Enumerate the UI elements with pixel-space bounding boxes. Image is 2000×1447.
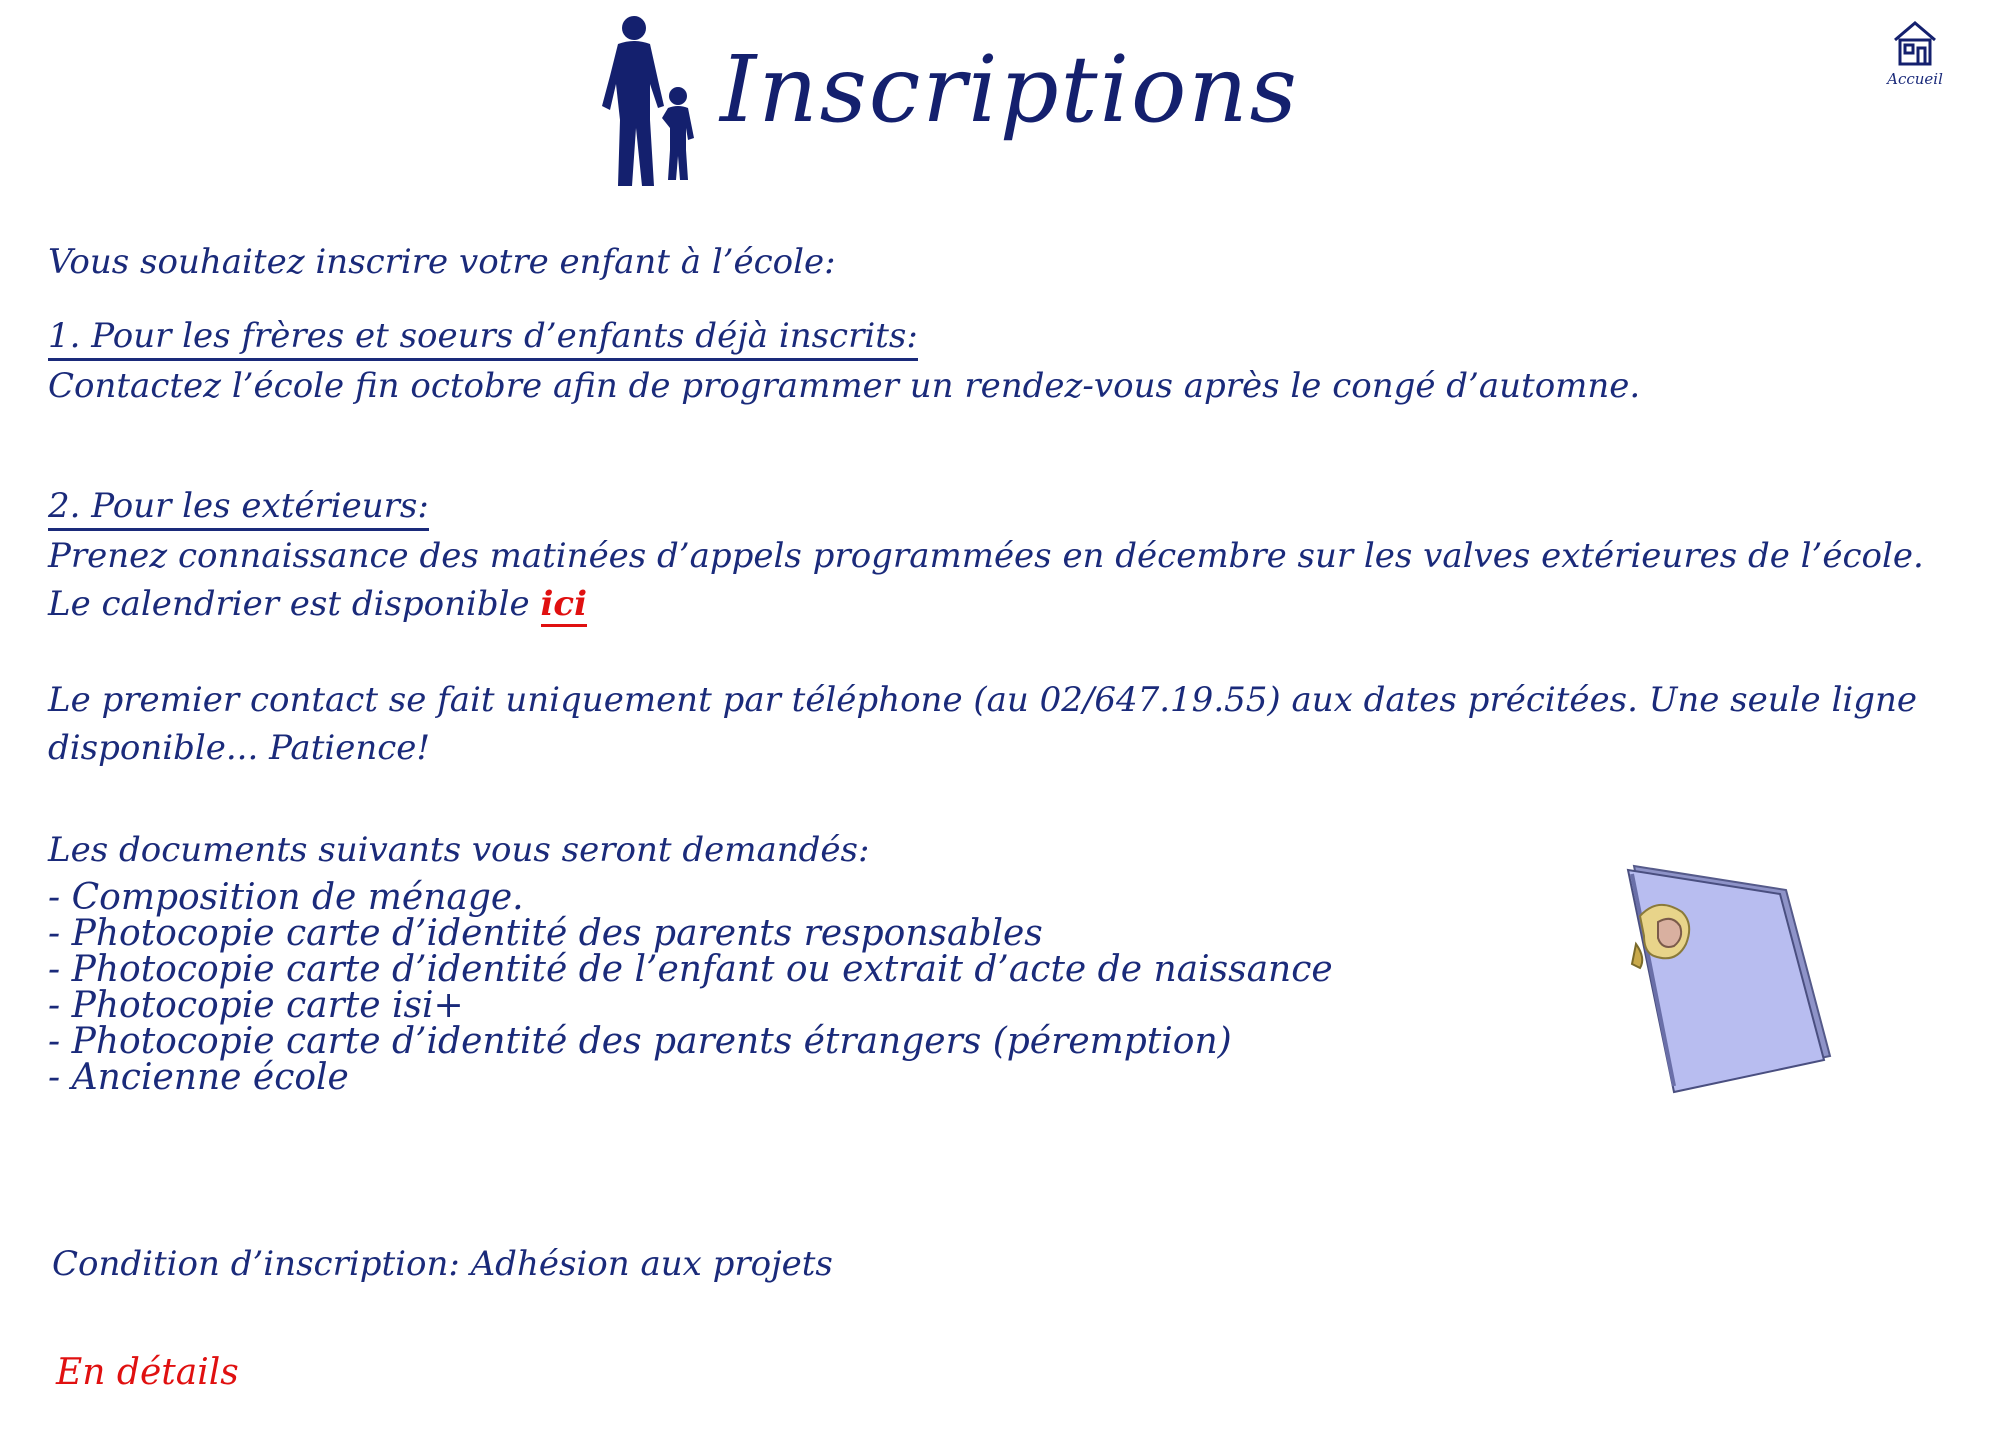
condition-text: Condition d’inscription: Adhésion aux projets bbox=[52, 1244, 833, 1284]
list-item: - Ancienne école bbox=[48, 1057, 349, 1098]
list-item: - Photocopie carte d’identité des parents étrangers (péremption) bbox=[48, 1021, 1232, 1062]
section2-text bbox=[48, 532, 1928, 628]
list-item: - Photocopie carte d’identité de l’enfant ou extrait d’acte de naissance bbox=[48, 949, 1333, 990]
details-link[interactable]: En détails bbox=[56, 1352, 239, 1393]
section2-body: Prenez connaissance des matinées d’appels programmées en décembre sur les valves extérieures de l’école. Le calendrier est disponible bbox=[48, 536, 1924, 624]
section2-heading-text: 2. Pour les extérieurs: bbox=[48, 486, 429, 531]
intro-text: Vous souhaitez inscrire votre enfant à l’école: bbox=[48, 242, 836, 282]
home-icon bbox=[1891, 18, 1939, 68]
notebook-icon bbox=[1610, 860, 1840, 1110]
parent-child-silhouette-icon bbox=[592, 10, 708, 190]
list-item: - Composition de ménage. bbox=[48, 877, 524, 918]
section1-heading bbox=[48, 312, 918, 360]
documents-heading: Les documents suivants vous seront demandés: bbox=[48, 830, 870, 870]
list-item: - Photocopie carte isi+ bbox=[48, 985, 464, 1026]
calendar-link[interactable]: ici bbox=[541, 584, 588, 627]
documents-list bbox=[48, 877, 1333, 1098]
section1-heading-text: 1. Pour les frères et soeurs d’enfants déjà inscrits: bbox=[48, 316, 918, 361]
list-item: - Photocopie carte d’identité des parents responsables bbox=[48, 913, 1043, 954]
contact-text: Le premier contact se fait uniquement par téléphone (au 02/647.19.55) aux dates précitées. Une seule ligne disponible... Patience! bbox=[48, 680, 1917, 768]
home-link[interactable] bbox=[1870, 18, 1960, 98]
section1-text: Contactez l’école fin octobre afin de programmer un rendez-vous après le congé d’automne. bbox=[48, 366, 1641, 406]
section2-heading bbox=[48, 482, 429, 530]
home-label: Accueil bbox=[1887, 70, 1943, 88]
page-title: Inscriptions bbox=[720, 36, 1299, 143]
